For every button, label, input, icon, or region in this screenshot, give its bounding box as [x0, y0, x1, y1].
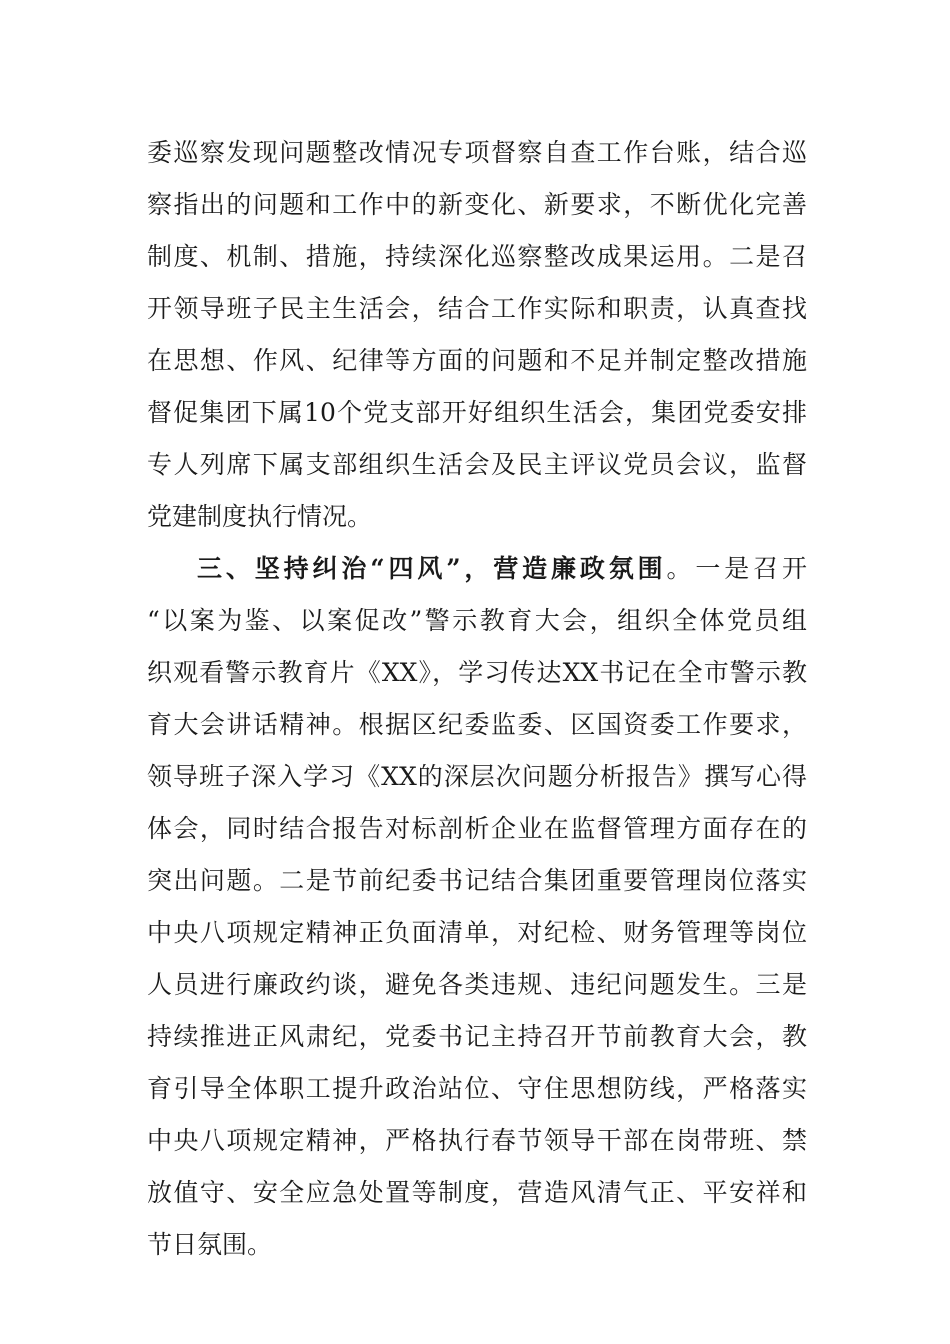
paragraph-line: 育引导全体职工提升政治站位、守住思想防线，严格落实	[147, 1074, 807, 1103]
paragraph-line: 专人列席下属支部组织生活会及民主评议党员会议，监督	[147, 450, 807, 479]
paragraph-line: 中央八项规定精神，严格执行春节领导干部在岗带班、禁	[147, 1126, 807, 1155]
paragraph-line: 开领导班子民主生活会，结合工作实际和职责，认真查找	[147, 294, 807, 323]
paragraph-line: 委巡察发现问题整改情况专项督察自查工作台账，结合巡	[147, 138, 807, 167]
paragraph-line: 人员进行廉政约谈，避免各类违规、违纪问题发生。三是	[147, 970, 807, 999]
paragraph-line: 持续推进正风肃纪，党委书记主持召开节前教育大会，教	[147, 1022, 807, 1051]
paragraph-line: 育大会讲话精神。根据区纪委监委、区国资委工作要求，	[147, 710, 807, 739]
paragraph-line: 放值守、安全应急处置等制度，营造风清气正、平安祥和	[147, 1178, 807, 1207]
paragraph-line: 党建制度执行情况。	[147, 502, 373, 531]
paragraph-line: 制度、机制、措施，持续深化巡察整改成果运用。二是召	[147, 242, 807, 271]
section-heading: 三、坚持纠治“四风”，营造廉政氛围	[197, 554, 667, 583]
paragraph-line: 察指出的问题和工作中的新变化、新要求，不断优化完善	[147, 190, 807, 219]
paragraph-line: “以案为鉴、以案促改”警示教育大会，组织全体党员组	[147, 606, 807, 635]
section-heading-line	[197, 549, 807, 589]
paragraph-line: 体会，同时结合报告对标剖析企业在监督管理方面存在的	[147, 814, 807, 843]
paragraph-line: 节日氛围。	[147, 1230, 273, 1259]
section-heading-continuation: 。一是召开	[666, 554, 807, 583]
paragraph-line: 督促集团下属10个党支部开好组织生活会，集团党委安排	[147, 398, 807, 427]
paragraph-line: 织观看警示教育片《XX》，学习传达XX书记在全市警示教	[147, 658, 807, 687]
paragraph-line: 领导班子深入学习《XX的深层次问题分析报告》撰写心得	[147, 762, 807, 791]
paragraph-line: 中央八项规定精神正负面清单，对纪检、财务管理等岗位	[147, 918, 807, 947]
paragraph-line: 突出问题。二是节前纪委书记结合集团重要管理岗位落实	[147, 866, 807, 895]
paragraph-line: 在思想、作风、纪律等方面的问题和不足并制定整改措施	[147, 346, 807, 375]
